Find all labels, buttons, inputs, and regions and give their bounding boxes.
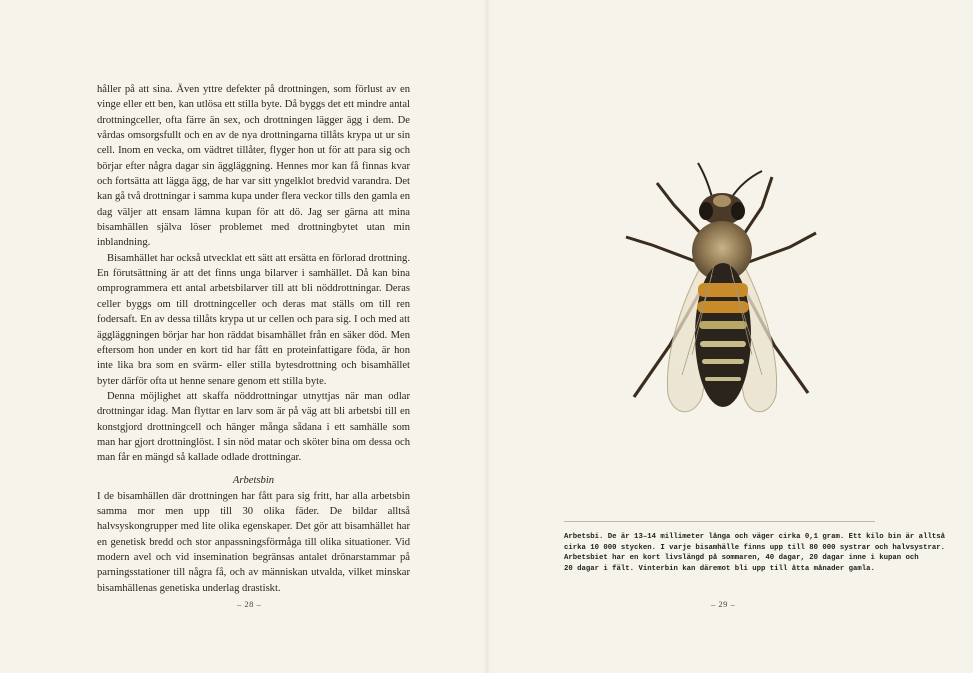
figure-caption — [564, 532, 945, 574]
right-page — [486, 0, 973, 673]
caption-line: Arbetsbi. De är 13–14 millimeter långa och väger cirka 0,1 gram. Ett kilo bin är alltså — [564, 533, 945, 541]
paragraph: I de bisamhällen där drottningen har fått para sig fritt, har alla arbetsbin samma mor men upp till 30 olika fäder. De bildar alltså halvsyskongrupper med lite olika egenskaper. Det gör att bisamhället har en genetisk bredd och stor anpassningsförmåga till olika situationer. Vid modern avel och vid insemination begränsas antalet drönarstammar på parningsstationer till några få, och av människan utvalda, vilket minskar bisamhällenas genetiska underlag drastiskt. — [97, 490, 410, 594]
bee-illustration — [612, 155, 832, 435]
section-subheading: Arbetsbin — [232, 474, 275, 486]
bee-icon — [612, 155, 832, 435]
caption-line: 20 dagar i fält. Vinterbin kan däremot bli upp till åtta månader gamla. — [564, 564, 875, 573]
caption-line: Arbetsbiet har en kort livslängd på sommaren, 40 dagar, 20 dagar inne i kupan och — [564, 554, 919, 562]
page-number: – 29 – — [711, 599, 736, 609]
left-page — [0, 0, 486, 673]
paragraph: Bisamhället har också utvecklat ett sätt att ersätta en förlorad drottning. En förutsättning är att det finns unga bilarver i samhället. Då kan bina omprogrammera ett antal arbetsbilarver till att bli nöddrottningar. Deras celler byggs om till drottningceller och deras mat ställs om till ren fodersaft. En av dessa tillåts krypa ut ur cellen och para sig. I och med att äggläggningen börjar har hon räddat bisamhället från en säker död. Men eftersom hon under en kort tid har fått en proteinfattigare föda, är hon inte lika bra som en svärm- eller stilla bytesdrottning och bisamhället byter därför ofta ut henne senare genom ett stilla byte. — [97, 252, 410, 387]
paragraph: Denna möjlighet att skaffa nöddrottningar utnyttjas när man odlar drottningar idag. Man flyttar en larv som är på väg att bli arbetsbi till en konstgjord drottningcell och hänger många sådana i ett samhälle som man har gjort drottninglöst. I sin nöd matar och sköter bina om dessa och man får en mängd så kallade odlade drottningar. — [97, 390, 410, 464]
paragraph: håller på att sina. Även yttre defekter på drottningen, som förlust av en vinge eller ett ben, kan utlösa ett stilla byte. Då byggs det ett mindre antal drottningceller, ofta färre än sex, och drottningen lägger ägg i dem. De vårdas omsorgsfullt och en av de nya drottningarna tillåts krypa ut ur sin cell. Inom en vecka, om vädtret tillåter, flyger hon ut för att para sig och börjar efter några dagar sin äggläggning. Hennes mor kan få finnas kvar och fortsätta att lägga ägg, de har var sitt yngelklot bredvid varandra. Det kan gå två drottningar i samma kupa under flera veckor tills den gamla en dag väljer att ensam lämna kupan för att dö. Jag ser gärna att mina bisamhällen själva löser problemet med drottningbytet utan min inblandning. — [97, 84, 410, 249]
caption-line: cirka 10 000 stycken. I varje bisamhälle finns upp till 80 000 systrar och halvsystrar. — [564, 543, 945, 552]
caption-rule — [564, 521, 875, 522]
body-text — [97, 82, 410, 596]
page-number: – 28 – — [237, 599, 262, 609]
